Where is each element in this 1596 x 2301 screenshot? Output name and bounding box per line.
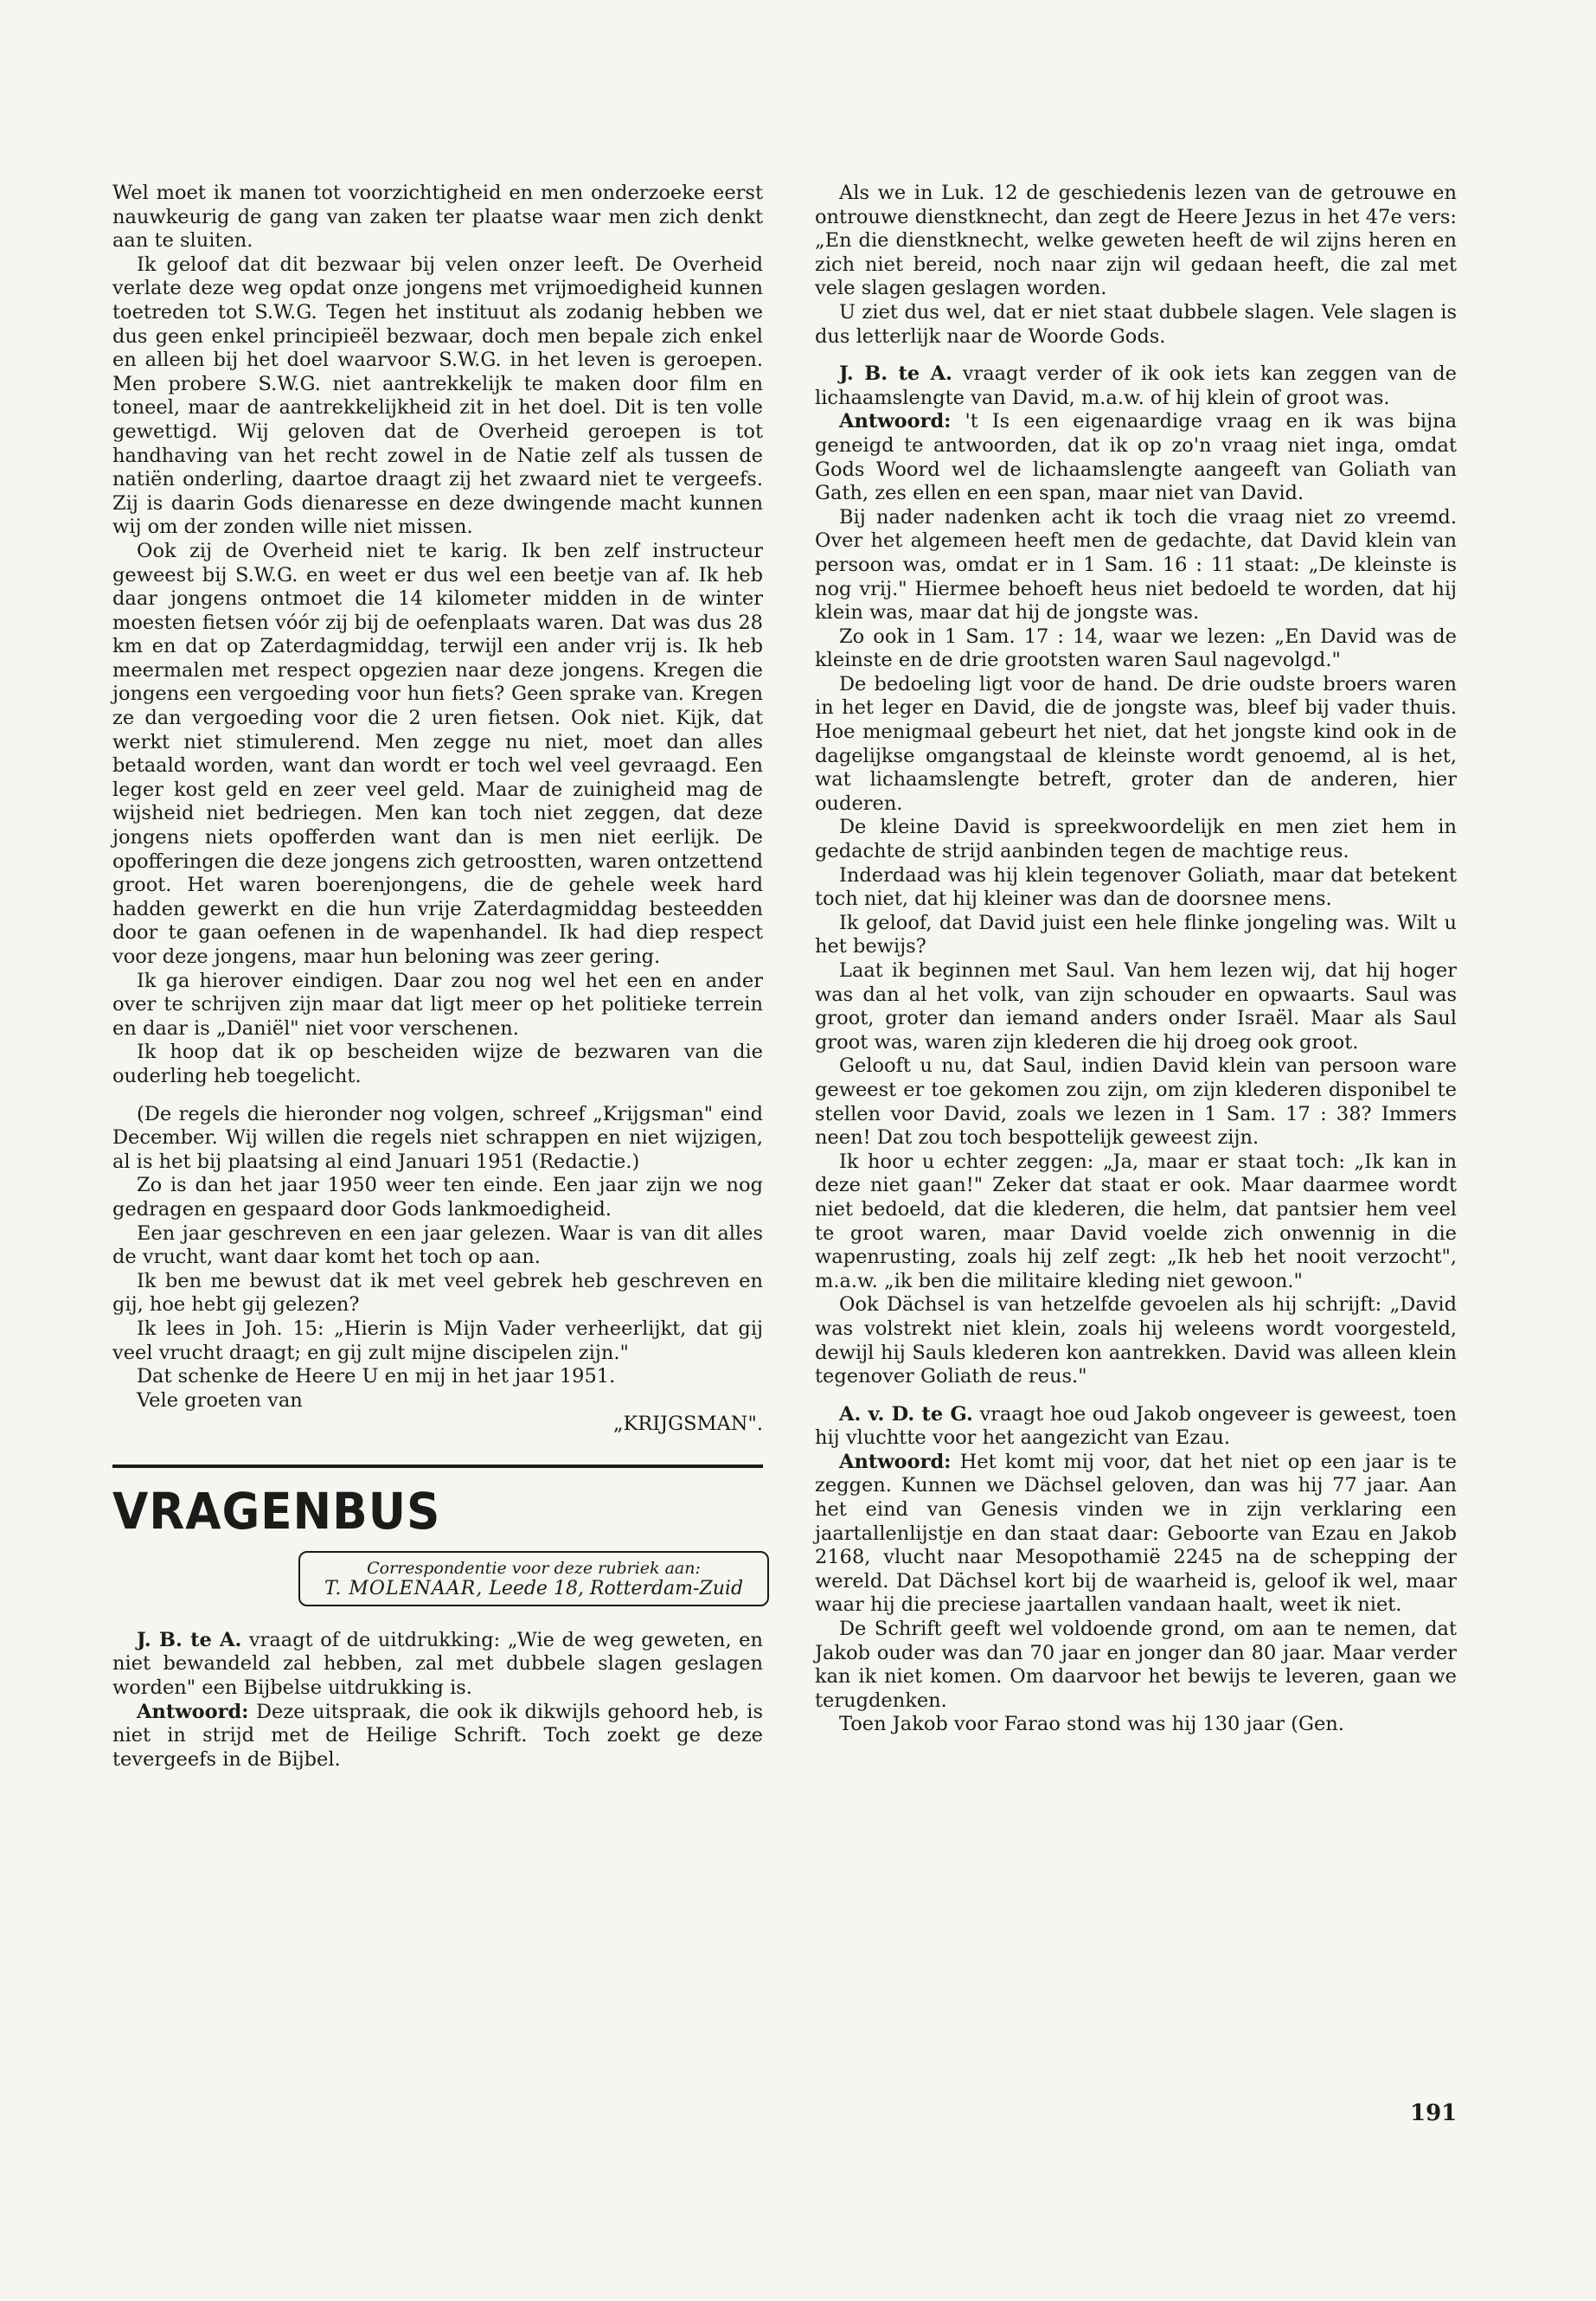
correspondence-address-line <box>309 1579 759 1599</box>
answer-tag: Antwoord: <box>839 410 952 433</box>
answer-tag: Antwoord: <box>137 1700 249 1723</box>
paragraph: Ik lees in Joh. 15: „Hierin is Mijn Vader verheerlijkt, dat gij veel vrucht draagt; en gij zult mijne discipelen zijn." <box>112 1317 763 1364</box>
section-title: VRAGENBUS <box>112 1481 441 1541</box>
question-tag: A. v. D. te G. <box>839 1402 973 1426</box>
paragraph: De bedoeling ligt voor de hand. De drie oudste broers waren in het leger en David, die de jongste was, bleef bij vader thuis. Hoe menigmaal gebeurt het niet, dat het jongste kind ook in de dagelijkse omgangstaal de kleinste wordt genoemd, al is het, wat lichaamslengte betreft, groter dan de anderen, hier ouderen. <box>815 672 1457 815</box>
paragraph: Laat ik beginnen met Saul. Van hem lezen wij, dat hij hoger was dan al het volk, van zijn schouder en opwaarts. Saul was groot, groter dan iemand anders onder Israël. Maar als Saul groot was, waren zijn klederen die hij droeg ook groot. <box>815 959 1457 1054</box>
question-tag: J. B. te A. <box>137 1628 242 1651</box>
question-text: vraagt hoe oud Jakob ongeveer is geweest, toen hij vluchtte voor het aangezicht van Ezau. <box>815 1402 1458 1450</box>
answer-tag: Antwoord: <box>839 1450 952 1473</box>
paragraph: Een jaar geschreven en een jaar gelezen. Waar is van dit alles de vrucht, want daar komt het toch op aan. <box>112 1221 763 1269</box>
page-number: 191 <box>1410 2100 1458 2126</box>
right-column <box>815 182 1457 1737</box>
left-column <box>112 182 763 1772</box>
paragraph: Als we in Luk. 12 de geschiedenis lezen van de getrouwe en ontrouwe dienstknecht, dan zegt de Heere Jezus in het 47e vers: „En die dienstknecht, welke geweten heeft de wil zijns heren en zich niet bereid, noch naar zijn wil gedaan heeft, die zal met vele slagen geslagen worden. <box>815 182 1457 300</box>
paragraph: Ook Dächsel is van hetzelfde gevoelen als hij schrijft: „David was volstrekt niet klein, zoals hij weleens wordt voorgesteld, dewijl hij Sauls klederen kon aantrekken. David was alleen klein tegenover Goliath de reus." <box>815 1293 1457 1388</box>
correspondence-label: Correspondentie voor deze rubriek aan: <box>367 1558 701 1578</box>
paragraph: Toen Jakob voor Farao stond was hij 130 jaar (Gen. <box>839 1713 1344 1736</box>
paragraph: Bij nader nadenken acht ik toch die vraag niet zo vreemd. Over het algemeen heeft men de gedachte, dat David klein van persoon was, omdat er in 1 Sam. 16 : 11 staat: „De kleinste is nog vrij." Hiermee behoeft heus niet bedoeld te worden, dat hij klein was, maar dat hij de jongste was. <box>815 505 1457 625</box>
signature: „KRIJGSMAN". <box>612 1413 763 1436</box>
question <box>815 362 1457 410</box>
answer <box>815 410 1457 505</box>
correspondence-box <box>298 1551 769 1606</box>
answer <box>815 1451 1457 1618</box>
paragraph: De kleine David is spreekwoordelijk en men ziet hem in gedachte de strijd aanbinden tegen de machtige reus. <box>815 816 1457 863</box>
paragraph: Ik geloof dat dit bezwaar bij velen onzer leeft. De Overheid verlate deze weg opdat onze jongens met vrijmoedigheid kunnen toetreden tot S.W.G. Tegen het instituut als zodanig hebben we dus geen enkel principieël bezwaar, doch men bepale zich enkel en alleen bij het doel waarvoor S.W.G. in het leven is geroepen. Men probere S.W.G. niet aantrekkelijk te maken door film en toneel, maar de aantrekkelijkheid zit in het doel. Dit is ten volle gewettigd. Wij geloven dat de Overheid geroepen is tot handhaving van het recht zowel in de Natie zelf als tussen de natiën onderling, daartoe draagt zij het zwaard niet te vergeefs. Zij is daarin Gods dienaresse en deze dwingende macht kunnen wij om der zonden wille niet missen. <box>112 253 763 539</box>
editorial-note: (De regels die hieronder nog volgen, schreef „Krijgsman" eind December. Wij willen die regels niet schrappen en niet wijzigen, al is het bij plaatsing al eind Januari 1951 (Redactie.) <box>112 1102 763 1173</box>
question-tag: J. B. te A. <box>839 362 952 386</box>
paragraph: Zo ook in 1 Sam. 17 : 14, waar we lezen: „En David was de kleinste en de drie grootsten waren Saul nagevolgd." <box>815 625 1457 672</box>
paragraph: Inderdaad was hij klein tegenover Goliath, maar dat betekent toch niet, dat hij kleiner was dan de doorsnee mens. <box>815 863 1457 911</box>
answer-text: Deze uitspraak, die ook ik dikwijls gehoord heb, is niet in strijd met de Heilige Schrift. Toch zoekt ge deze tevergeefs in de Bijbel. <box>112 1700 763 1771</box>
paragraph: Ik geloof, dat David juist een hele flinke jongeling was. Wilt u het bewijs? <box>815 911 1457 958</box>
answer <box>112 1701 763 1772</box>
paragraph: Ik hoop dat ik op bescheiden wijze de bezwaren van die ouderling heb toegelicht. <box>112 1041 763 1087</box>
paragraph: Ook zij de Overheid niet te karig. Ik ben zelf instructeur geweest bij S.W.G. en weet er dus wel een beetje van af. Ik heb daar jongens ontmoet die 14 kilometer midden in de winter moesten fietsen vóór zij bij de oefenplaats waren. Dat was dus 28 km en dat op Zaterdagmiddag, terwijl een ander vrij is. Ik heb meermalen met respect opgezien naar deze jongens. Kregen die jongens een vergoeding voor hun fiets? Geen sprake van. Kregen ze dan vergoeding voor die 2 uren fietsen. Ook niet. Kijk, dat werkt niet stimulerend. Men zegge nu niet, moet dan alles betaald worden, want dan wordt er toch wel veel gevraagd. Een leger kost geld en zeer veel geld. Maar de zuinigheid mag de wijsheid niet bedriegen. Men kan toch niet zeggen, dat deze jongens niets opofferden want dan is men niet eerlijk. De opofferingen die deze jongens zich getroostten, waren ontzettend groot. Het waren boerenjongens, die de gehele week hard hadden gewerkt en die hun vrije Zaterdagmiddag besteedden door te gaan oefenen in de wapenhandel. Ik had diep respect voor deze jongens, maar hun beloning was zeer gering. <box>112 539 763 968</box>
section-divider <box>112 1465 763 1468</box>
paragraph: Ik ga hierover eindigen. Daar zou nog wel het een en ander over te schrijven zijn maar dat ligt meer op het politieke terrein en daar is „Daniël" niet voor verschenen. <box>112 969 763 1040</box>
paragraph: Dat schenke de Heere U en mij in het jaar 1951. <box>137 1365 616 1388</box>
paragraph: De Schrift geeft wel voldoende grond, om aan te nemen, dat Jakob ouder was dan 70 jaar en jonger dan 80 jaar. Maar verder kan ik niet komen. Om daarvoor het bewijs te leveren, gaan we terugdenken. <box>815 1618 1457 1712</box>
question-text: vraagt verder of ik ook iets kan zeggen van de lichaamslengte van David, m.a.w. of hij klein of groot was. <box>815 362 1457 409</box>
paragraph: U ziet dus wel, dat er niet staat dubbele slagen. Vele slagen is dus letterlijk naar de Woorde Gods. <box>815 300 1457 348</box>
question <box>112 1629 763 1701</box>
paragraph: Vele groeten van <box>137 1388 303 1412</box>
question-text: vraagt of de uitdrukking: „Wie de weg geweten, en niet bewandeld zal hebben, zal met dubbele slagen geslagen worden" een Bijbelse uitdrukking is. <box>112 1628 763 1700</box>
correspondent-address: Leede 18, Rotterdam-Zuid <box>489 1577 744 1599</box>
paragraph: Ik hoor u echter zeggen: „Ja, maar er staat toch: „Ik kan in deze niet gaan!" Zeker dat staat er ook. Maar daarmee wordt niet bedoeld, dat die klederen, die helm, dat pantsier hem veel te groot waren, maar David voelde zich onwennig in die wapenrusting, zoals hij zelf zegt: „Ik heb het nooit verzocht", m.a.w. „ik ben die militaire kleding niet gewoon." <box>815 1150 1457 1292</box>
paragraph: Zo is dan het jaar 1950 weer ten einde. Een jaar zijn we nog gedragen en gespaard door Gods lankmoedigheid. <box>112 1174 763 1221</box>
paragraph: Ik ben me bewust dat ik met veel gebrek heb geschreven en gij, hoe hebt gij gelezen? <box>112 1269 763 1317</box>
correspondent-name: T. MOLENAAR, <box>324 1577 484 1599</box>
question <box>815 1403 1457 1451</box>
paragraph: Gelooft u nu, dat Saul, indien David klein van persoon ware geweest er toe gekomen zou zijn, om zijn klederen disponibel te stellen voor David, zoals we lezen in 1 Sam. 17 : 38? Immers neen! Dat zou toch bespottelijk geweest zijn. <box>815 1054 1457 1150</box>
paragraph: Wel moet ik manen tot voorzichtigheid en men onderzoeke eerst nauwkeurig de gang van zaken ter plaatse waar men zich denkt aan te sluiten. <box>112 182 763 253</box>
answer-text: Het komt mij voor, dat het niet op een jaar is te zeggen. Kunnen we Dächsel geloven, dan was hij 77 jaar. Aan het eind van Genesis vinden we in zijn verklaring een jaartallenlijstje en dan staat daar: Geboorte van Ezau en Jakob 2168, vlucht naar Mesopothamië 2245 na de schepping der wereld. Dat Dächsel kort bij de waarheid is, geloof ik wel, maar waar hij die preciese jaartallen vandaan haalt, weet ik niet. <box>815 1450 1457 1617</box>
answer-text: 't Is een eigenaardige vraag en ik was bijna geneigd te antwoorden, dat ik op zo'n vraag niet inga, omdat Gods Woord wel de lichaamslengte aangeeft van Goliath van Gath, zes ellen en een span, maar niet van David. <box>815 410 1457 505</box>
